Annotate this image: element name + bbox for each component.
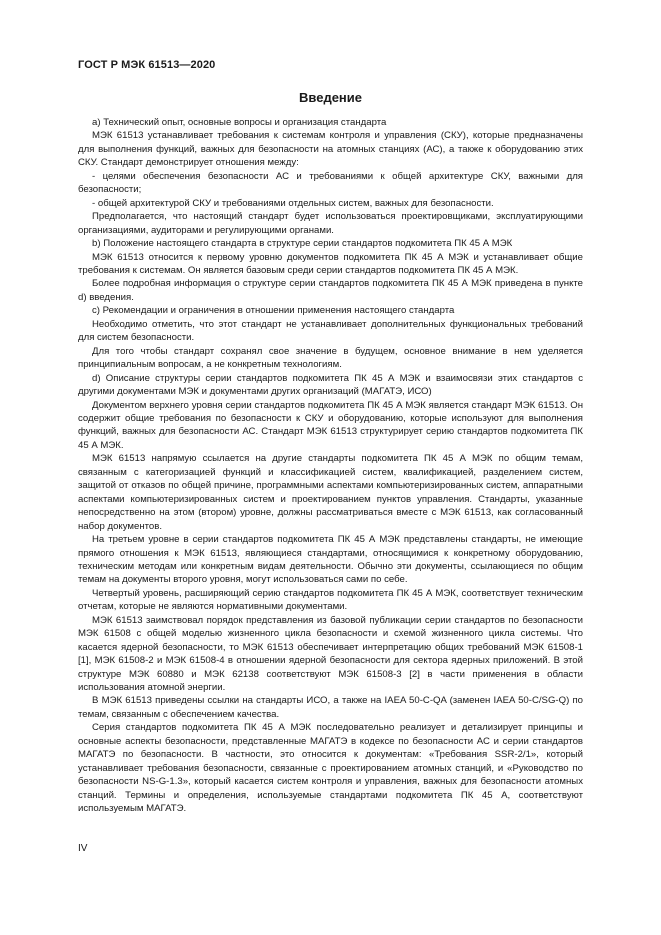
section-title: Введение: [299, 90, 362, 105]
paragraph: а) Технический опыт, основные вопросы и организация стандарта: [92, 117, 387, 128]
standard-header: ГОСТ Р МЭК 61513—2020: [78, 59, 216, 71]
paragraph: МЭК 61513 устанавливает требования к системам контроля и управления (СКУ), которые предназначены для выполнения функций, важных для безопасности на атомных станциях (АС), а также к оборудованию этих СКУ. Стандарт демонстрирует отношения между:: [78, 130, 583, 169]
paragraph: Необходимо отметить, что этот стандарт не устанавливает дополнительных функциональных требований для систем безопасности.: [78, 318, 583, 344]
paragraph: Четвертый уровень, расширяющий серию стандартов подкомитета ПК 45 А МЭК, соответствует техническим отчетам, которые не являются нормативными документами.: [78, 587, 583, 613]
paragraph: В МЭК 61513 приведены ссылки на стандарты ИСО, а также на IAEA 50-C-QA (заменен IAEA 50-C/SG-Q) по темам, связанным с обеспечением качества.: [78, 695, 583, 720]
paragraph: Для того чтобы стандарт сохранял свое значение в будущем, основное внимание в нем уделяется принципиальным вопросам, а не конкретным технологиям.: [78, 345, 583, 371]
paragraph: Документом верхнего уровня серии стандартов подкомитета ПК 45 А МЭК является стандарт МЭК 61513. Он содержит общие требования по безопасности к СКУ и оборудованию, которые используют для выполнения функций, важных для безопасности АС. Стандарт МЭК 61513 структурирует серию стандартов подкомитета ПК 45 А МЭК.: [78, 399, 583, 451]
paragraph: Более подробная информация о структуре серии стандартов подкомитета ПК 45 А МЭК приведена в пункте d) введения.: [78, 278, 583, 303]
paragraph: - общей архитектурой СКУ и требованиями отдельных систем, важных для безопасности.: [92, 197, 494, 209]
page-number: IV: [78, 843, 88, 854]
paragraph: МЭК 61513 относится к первому уровню документов подкомитета ПК 45 А МЭК и устанавливает общие требования к системам. Он является базовым среди серии стандартов подкомитета ПК 45 А МЭК.: [78, 251, 583, 276]
paragraph: d) Описание структуры серии стандартов подкомитета ПК 45 А МЭК и взаимосвязи этих стандартов с другими документами МЭК и документами других организаций (МАГАТЭ, ИСО): [78, 372, 583, 398]
paragraph: Предполагается, что настоящий стандарт будет использоваться проектировщиками, эксплуатирующими организациями, аудиторами и регулирующими органами.: [78, 211, 583, 236]
paragraph: - целями обеспечения безопасности АС и требованиями к общей архитектуре СКУ, важными для безопасности;: [78, 170, 583, 196]
paragraph: Серия стандартов подкомитета ПК 45 А МЭК последовательно реализует и детализирует принципы и основные аспекты безопасности, представленные МАГАТЭ в кодексе по безопасности АС и серии стандартов МАГАТЭ по безопасности. В частности, это относится к документам: «Требования SSR-2/1», который устанавливает требования безопасности, связанные с проектированием атомных станций, и «Руководство по безопасности NS-G-1.3», который касается систем контроля и управления, важных для безопасности атомных станций. Термины и определения, используемые стандартами подкомитета ПК 45 А, соответствуют используемым МАГАТЭ.: [78, 722, 583, 815]
paragraph: На третьем уровне в серии стандартов подкомитета ПК 45 А МЭК представлены стандарты, не имеющие прямого отношения к МЭК 61513, являющиеся стандартами, относящимися к конкретному оборудованию, техническим методам или конкретным видам деятельности. Обычно эти документы, ссылающиеся по общим темам на документы второго уровня, могут использоваться сами по себе.: [78, 534, 583, 586]
body-text: [78, 116, 583, 816]
paragraph: b) Положение настоящего стандарта в структуре серии стандартов подкомитета ПК 45 А МЭК: [92, 238, 513, 250]
paragraph: МЭК 61513 заимствовал порядок представления из базовой публикации серии стандартов по безопасности МЭК 61508 с общей моделью жизненного цикла безопасности и схемой жизненного цикла системы. Что касается ядерной безопасности, то МЭК 61513 обеспечивает интерпретацию общих требований МЭК 61508-1 [1], МЭК 61508-2 и МЭК 61508-4 в отношении ядерной безопасности для сектора ядерных приложений. В этой структуре МЭК 60880 и МЭК 62138 соответствуют МЭК 61508-3 [2] в части применения в области использования атомной энергии.: [78, 614, 583, 694]
paragraph: с) Рекомендации и ограничения в отношении применения настоящего стандарта: [92, 305, 455, 317]
paragraph: МЭК 61513 напрямую ссылается на другие стандарты подкомитета ПК 45 А МЭК по общим темам, связанным с категоризацией функций и классификацией систем, квалификацией, разделением систем, защитой от отказов по общей причине, программными аспектами компьютеризированных систем, аппаратными аспектами компьютеризированных систем и проектированием пунктов управления. Стандарты, указанные непосредственно на этом (втором) уровне, должны рассматриваться вместе с МЭК 61513, как согласованный набор документов.: [78, 453, 583, 532]
